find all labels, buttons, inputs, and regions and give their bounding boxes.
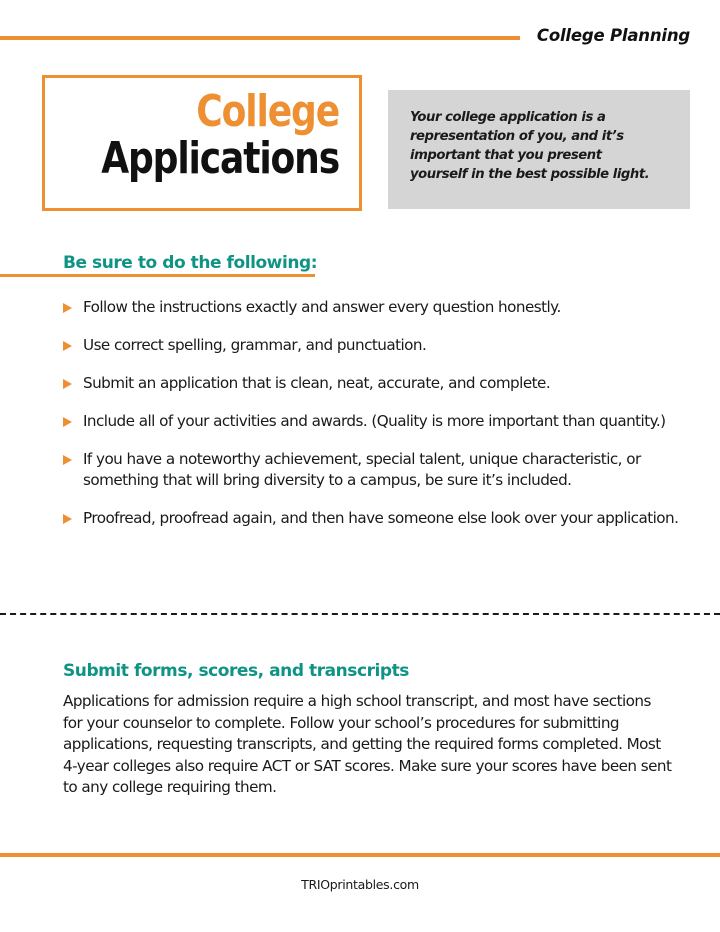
list-item — [63, 373, 713, 394]
callout-box — [388, 90, 690, 209]
list-item — [63, 297, 713, 318]
triangle-bullet-icon — [63, 303, 72, 313]
list-item-text: Include all of your activities and awards. (Quality is more important than quantity.) — [83, 411, 666, 430]
list-item-text: Proofread, proofread again, and then have someone else look over your application. — [83, 508, 679, 527]
list-item-text: If you have a noteworthy achievement, special talent, unique characteristic, or something that will bring diversity to a campus, be sure it’s included. — [83, 449, 641, 489]
list-item-text: Follow the instructions exactly and answer every question honestly. — [83, 298, 561, 316]
submit-section-paragraph: Applications for admission require a high school transcript, and most have sections for your counselor to complete. Follow your school’s procedures for submitting applications, requesting transcripts, and getting the required forms completed. Most 4-year colleges also require ACT or SAT scores. Make sure your scores have been sent to any college requiring them. — [63, 692, 672, 797]
list-item — [63, 449, 713, 491]
list-item-text: Use correct spelling, grammar, and punctuation. — [83, 335, 427, 354]
list-item — [63, 508, 713, 529]
triangle-bullet-icon — [63, 514, 72, 524]
title-line-college: College — [196, 86, 339, 137]
callout-text: Your college application is a representation of you, and it’s important that you present yourself in the best possible light. — [410, 110, 650, 183]
footer-site-label: TRIOprintables.com — [301, 877, 419, 892]
section-heading-rule — [0, 274, 315, 277]
section-heading-do-list: Be sure to do the following: — [63, 253, 318, 273]
title-line-applications: Applications — [101, 133, 339, 185]
triangle-bullet-icon — [63, 379, 72, 389]
do-list — [63, 297, 713, 546]
dashed-divider — [0, 613, 720, 615]
triangle-bullet-icon — [63, 455, 72, 465]
title-text-group — [49, 86, 339, 185]
title-box — [42, 75, 362, 211]
header-category-label: College Planning — [536, 26, 690, 45]
list-item — [63, 335, 713, 356]
section-heading-submit: Submit forms, scores, and transcripts — [63, 661, 409, 681]
triangle-bullet-icon — [63, 341, 72, 351]
triangle-bullet-icon — [63, 417, 72, 427]
list-item — [63, 411, 713, 432]
list-item-text: Submit an application that is clean, neat, accurate, and complete. — [83, 373, 551, 392]
footer-rule — [0, 853, 720, 857]
